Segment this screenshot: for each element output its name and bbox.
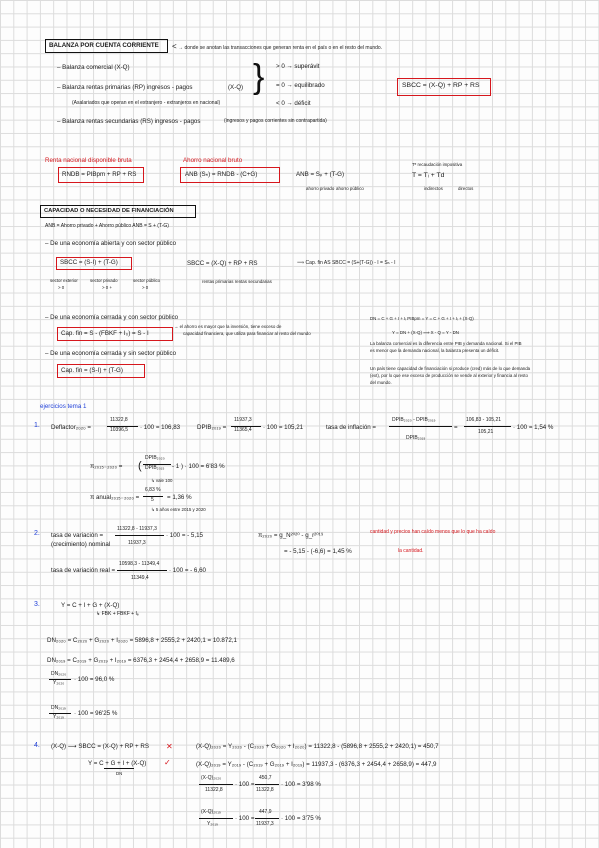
rnd-formula: RNDB = PIBpm + RP + RS	[62, 171, 137, 178]
e1-pi-num: DPIB₂₀₂₀	[145, 455, 165, 461]
e1-pi2-num: 6,83 %	[145, 487, 161, 493]
e1-pi2-den: 5	[151, 497, 154, 503]
e1-tasa: tasa de inflación =	[326, 424, 377, 431]
e1-eq: =	[454, 424, 458, 431]
right-note-1: DN = C + G + I + Iᵢ PIBpm = Y = C + G + I + Iᵢ + (X-Q)	[370, 316, 474, 321]
e4-f1-mid: · 100 =	[235, 781, 255, 788]
e1-num3: DPIB₂₀₂₀ - DPIB₂₀₁₉	[392, 417, 436, 423]
lt-sign: <	[172, 42, 177, 51]
dn-underline	[104, 768, 134, 769]
sector-privado: sector privado	[90, 278, 118, 283]
right-note-7: del mundo.	[370, 380, 392, 385]
e4-dn: DN	[116, 771, 123, 776]
economia-cerrada-publico: – De una economía cerrada y con sector público	[45, 314, 179, 321]
e4-f2-mid: · 100 =	[235, 815, 255, 822]
balanza-item-comercial: – Balanza comercial (X-Q)	[57, 64, 130, 71]
e1-res1: · 100 = 106,83	[140, 424, 181, 431]
directos-label: directos	[458, 186, 474, 191]
e2-real-num: 10598,3 - 11349,4	[119, 561, 160, 567]
e1-pi-res: - 1 ) · 100 = 6'83 %	[172, 463, 225, 470]
e1-pi2-res: = 1,36 %	[167, 494, 192, 501]
anb-formula: ANB (Sₙ) = RNDB - (C+G)	[185, 171, 258, 178]
equilibrado-line: = 0 → equilibrado	[276, 82, 325, 89]
e4-f2-den: Y₂₀₁₉	[207, 821, 219, 827]
economia-cerrada-sin: – De una economía cerrada y sin sector público	[45, 350, 177, 357]
ahorro-privado: ahorro privado	[306, 186, 335, 191]
sbcc-rp-formula: SBCC = (X-Q) + RP + RS	[187, 260, 258, 267]
e2-pi2: = - 5,15 - (-6,6) = 1,45 %	[284, 548, 352, 555]
e4-f2-frac2	[255, 818, 279, 819]
right-note-6: (ext), por lo que ese exceso de producción se vende al exterior y financia al resto	[370, 373, 528, 378]
e2-tasa2: (crecimiento) nominal	[51, 541, 111, 548]
e4-f1-frac2	[255, 784, 279, 785]
e1-frac3	[389, 426, 452, 427]
e4-f2-res: · 100 = 3'75 %	[281, 815, 321, 822]
e4-f2-num: (X-Q)₂₀₁₉	[201, 809, 221, 815]
e1-num2: 11937,3	[234, 417, 252, 423]
xq-label: (X-Q)	[228, 84, 244, 91]
e1-dpib: DPIB₂₀₁₉ =	[197, 424, 227, 431]
e2-real-den: 11349,4	[131, 575, 149, 581]
e3-f2-num: DN₂₀₁₉	[51, 705, 66, 711]
e4-a: (X-Q) ⟶ SBCC = (X-Q) + RP + RS	[51, 743, 149, 750]
e4-b: Y = C + G + I + (X-Q)	[88, 760, 147, 767]
e3-f1-res: · 100 = 96,0 %	[74, 676, 115, 683]
ahorro-publico: ahorro público	[336, 186, 364, 191]
right-note-3: La balanza comercial es la diferencia entre PIB y demanda nacional. Si el PIB	[370, 341, 522, 346]
sbcc-si-formula: SBCC = (S-I) + (T-G)	[60, 259, 118, 266]
e4-r2: (X-Q)₂₀₁₉ = Y₂₀₁₉ - (C₂₀₁₉ + G₂₀₁₉ + I₂₀₁₉) = 11937,3 - (6376,3 + 2454,4 + 2658,9) = 447,9	[196, 761, 437, 768]
sector-privado-sign: > 0 +	[102, 285, 113, 290]
superavit-line: > 0 → superávit	[276, 63, 320, 70]
check-icon: ✓	[164, 758, 171, 767]
e2-number: 2.	[34, 530, 40, 537]
t-recaudacion-note: Tᵉ recaudación impositiva	[412, 162, 463, 167]
cap-fin-box-formula: Cap. fin = S - (FBKF + I₀) = S - I	[61, 330, 149, 337]
e2-real: tasa de variación real =	[51, 567, 116, 574]
e1-pi-den: DPIB₂₀₁₅	[145, 465, 165, 471]
sector-exterior: sector exterior	[50, 278, 78, 283]
e4-f2-frac	[199, 818, 233, 819]
e4-f1-num: (X-Q)₂₀₂₀	[201, 775, 222, 781]
e3-y: Y = C + I + G + (X-Q)	[61, 602, 120, 609]
e1-den3: DPIB₂₀₁₉	[406, 435, 426, 441]
ejercicios-title: ejercicios tema 1	[40, 403, 87, 410]
e3-f2-den: Y₂₀₁₉	[53, 714, 65, 720]
e1-res2: · 100 = 105,21	[263, 424, 304, 431]
e3-f1-num: DN₂₀₂₀	[51, 671, 67, 677]
rnd-label: Renta nacional disponible bruta	[45, 157, 132, 164]
anb-definition: ANB = Ahorro privado + Ahorro público ANB = S + (T-G)	[45, 223, 169, 229]
e2-frac	[115, 535, 164, 536]
deficit-line: < 0 → déficit	[276, 100, 311, 107]
e1-num4: 106,83 - 105,21	[466, 417, 502, 423]
e4-number: 4.	[34, 742, 40, 749]
capacidad-title: CAPACIDAD O NECESIDAD DE FINANCIACIÓN	[44, 208, 174, 214]
e4-f2-den2: 11937,3	[256, 821, 274, 827]
e1-pi2: π anual₂₀₁₅₋₂₀₂₀ =	[90, 494, 140, 501]
e2-real-res: · 100 = - 6,60	[169, 567, 206, 574]
t-formula: T = Tᵢ + Td	[412, 172, 445, 179]
e2-real-frac	[117, 570, 167, 571]
e1-den1: 10396,5	[110, 427, 129, 433]
balanza-item-secundarias: – Balanza rentas secundarias (RS) ingresos - pagos	[57, 118, 201, 125]
e2-note2: la cantidad.	[398, 548, 424, 554]
e1-pi-paren: (	[138, 460, 142, 472]
e2-res: · 100 = - 5,15	[166, 532, 203, 539]
e2-pi: π₂₀₂₀ = g_N²⁰²⁰ - g_r²⁰¹⁹	[258, 532, 324, 539]
e4-f1-frac	[199, 784, 233, 785]
cap-fin-box-2-formula: Cap. fin = (S-I) + (T-G)	[61, 367, 123, 374]
e1-pi2-note: ↳ 5 años entre 2015 y 2020	[151, 507, 206, 512]
e4-f1-res: · 100 = 3'98 %	[281, 781, 321, 788]
e1-den2: 11365,4	[234, 427, 252, 433]
secundarias-note: (ingresos y pagos corrientes sin contrapartida)	[224, 118, 327, 124]
e2-note1: cantidad y precios han caído menos que lo que ha caído	[370, 529, 496, 535]
right-note-2: Y = DN + (X-Q) ⟹ X - Q = Y - DN	[392, 330, 459, 335]
cap-fin-formula: ⟹ Cap. fin AS SBCC = (S+(T-G)) - I = Sₙ - I	[297, 260, 396, 266]
anb-label: Ahorro nacional bruto	[183, 157, 243, 164]
rentas-labels: rentas primarias rentas secundarias	[202, 279, 272, 284]
e2-tasa: tasa de variación =	[51, 532, 104, 539]
cross-icon: ✕	[166, 742, 173, 751]
e4-f2-num2: 447,9	[259, 809, 272, 815]
section-description	[172, 42, 382, 52]
balanza-item-primarias: – Balanza rentas primarias (RP) ingresos - pagos	[57, 84, 193, 91]
sbcc-formula: SBCC = (X-Q) + RP + RS	[402, 82, 480, 89]
e1-den4: 105,21	[478, 429, 494, 435]
e1-number: 1.	[34, 422, 40, 429]
e4-f1-den: 11322,8	[205, 787, 223, 793]
e4-f1-den2: 11322,8	[256, 787, 274, 793]
e3-dn2019: DN₂₀₁₉ = C₂₀₁₉ + G₂₀₁₉ + I₂₀₁₉ = 6376,3 + 2454,4 + 2658,9 = 11.489,6	[47, 657, 235, 664]
e2-num: 11322,8 - 11937,3	[117, 526, 157, 532]
e3-f2-res: · 100 = 96'25 %	[74, 710, 118, 717]
sector-publico-sign: > 0	[142, 285, 149, 290]
e1-deflactor: Deflactor₂₀₂₀ =	[51, 424, 92, 431]
e1-pi: π₂₀₁₅₋₂₀₂₀ =	[90, 463, 123, 470]
cap-fin-note-1: → el ahorro es mayor que la inversión, tiene exceso de	[174, 324, 282, 329]
e3-f1-den: Y₂₀₂₀	[53, 680, 65, 686]
sector-exterior-sign: > 0	[58, 285, 65, 290]
e1-frac4	[464, 426, 511, 427]
e3-y2: ↳ FBK + FBKF + Iₑ	[96, 611, 139, 617]
indirectos-label: indirectos	[424, 186, 443, 191]
e4-f1-num2: 450,7	[259, 775, 272, 781]
section-title: BALANZA POR CUENTA CORRIENTE	[49, 42, 159, 49]
e1-num1: 11322,8	[110, 417, 128, 423]
cap-fin-note-2: capacidad financiera, que utiliza para financiar al resto del mundo	[183, 331, 311, 336]
e3-dn2020: DN₂₀₂₀ = C₂₀₂₀ + G₂₀₂₀ + I₂₀₂₀ = 5896,8 + 2555,2 + 2420,1 = 10.872,1	[47, 637, 237, 644]
right-note-5: Un país tiene capacidad de financiación si produce (cred) más de lo que demanda	[370, 366, 531, 371]
section-description-text: → donde se anotan las transacciones que generan renta en el país o en el resto del mundo.	[178, 45, 383, 51]
e1-res4: · 100 = 1,54 %	[513, 424, 554, 431]
sector-publico: sector público	[133, 278, 161, 283]
economia-abierta: – De una economía abierta y con sector público	[45, 240, 177, 247]
right-note-4: es menor que la demanda nacional, la balanza presenta un déficit.	[370, 348, 500, 353]
anb-sp-formula: ANB = Sₚ + (T-G)	[296, 171, 345, 178]
brace-right: }	[253, 58, 265, 96]
e1-pi-note: ↳ vale 100	[151, 478, 173, 483]
primarias-note: (Asalariados que operan en el extranjero - extranjeros en nacional)	[72, 100, 221, 106]
e2-den: 11937,3	[128, 540, 146, 546]
e4-r1: (X-Q)₂₀₂₀ = Y₂₀₂₀ - (C₂₀₂₀ + G₂₀₂₀ + I₂₀₂₀) = 11322,8 - (5896,8 + 2555,2 + 2420,1) = 450,7	[196, 743, 439, 750]
e3-number: 3.	[34, 601, 40, 608]
